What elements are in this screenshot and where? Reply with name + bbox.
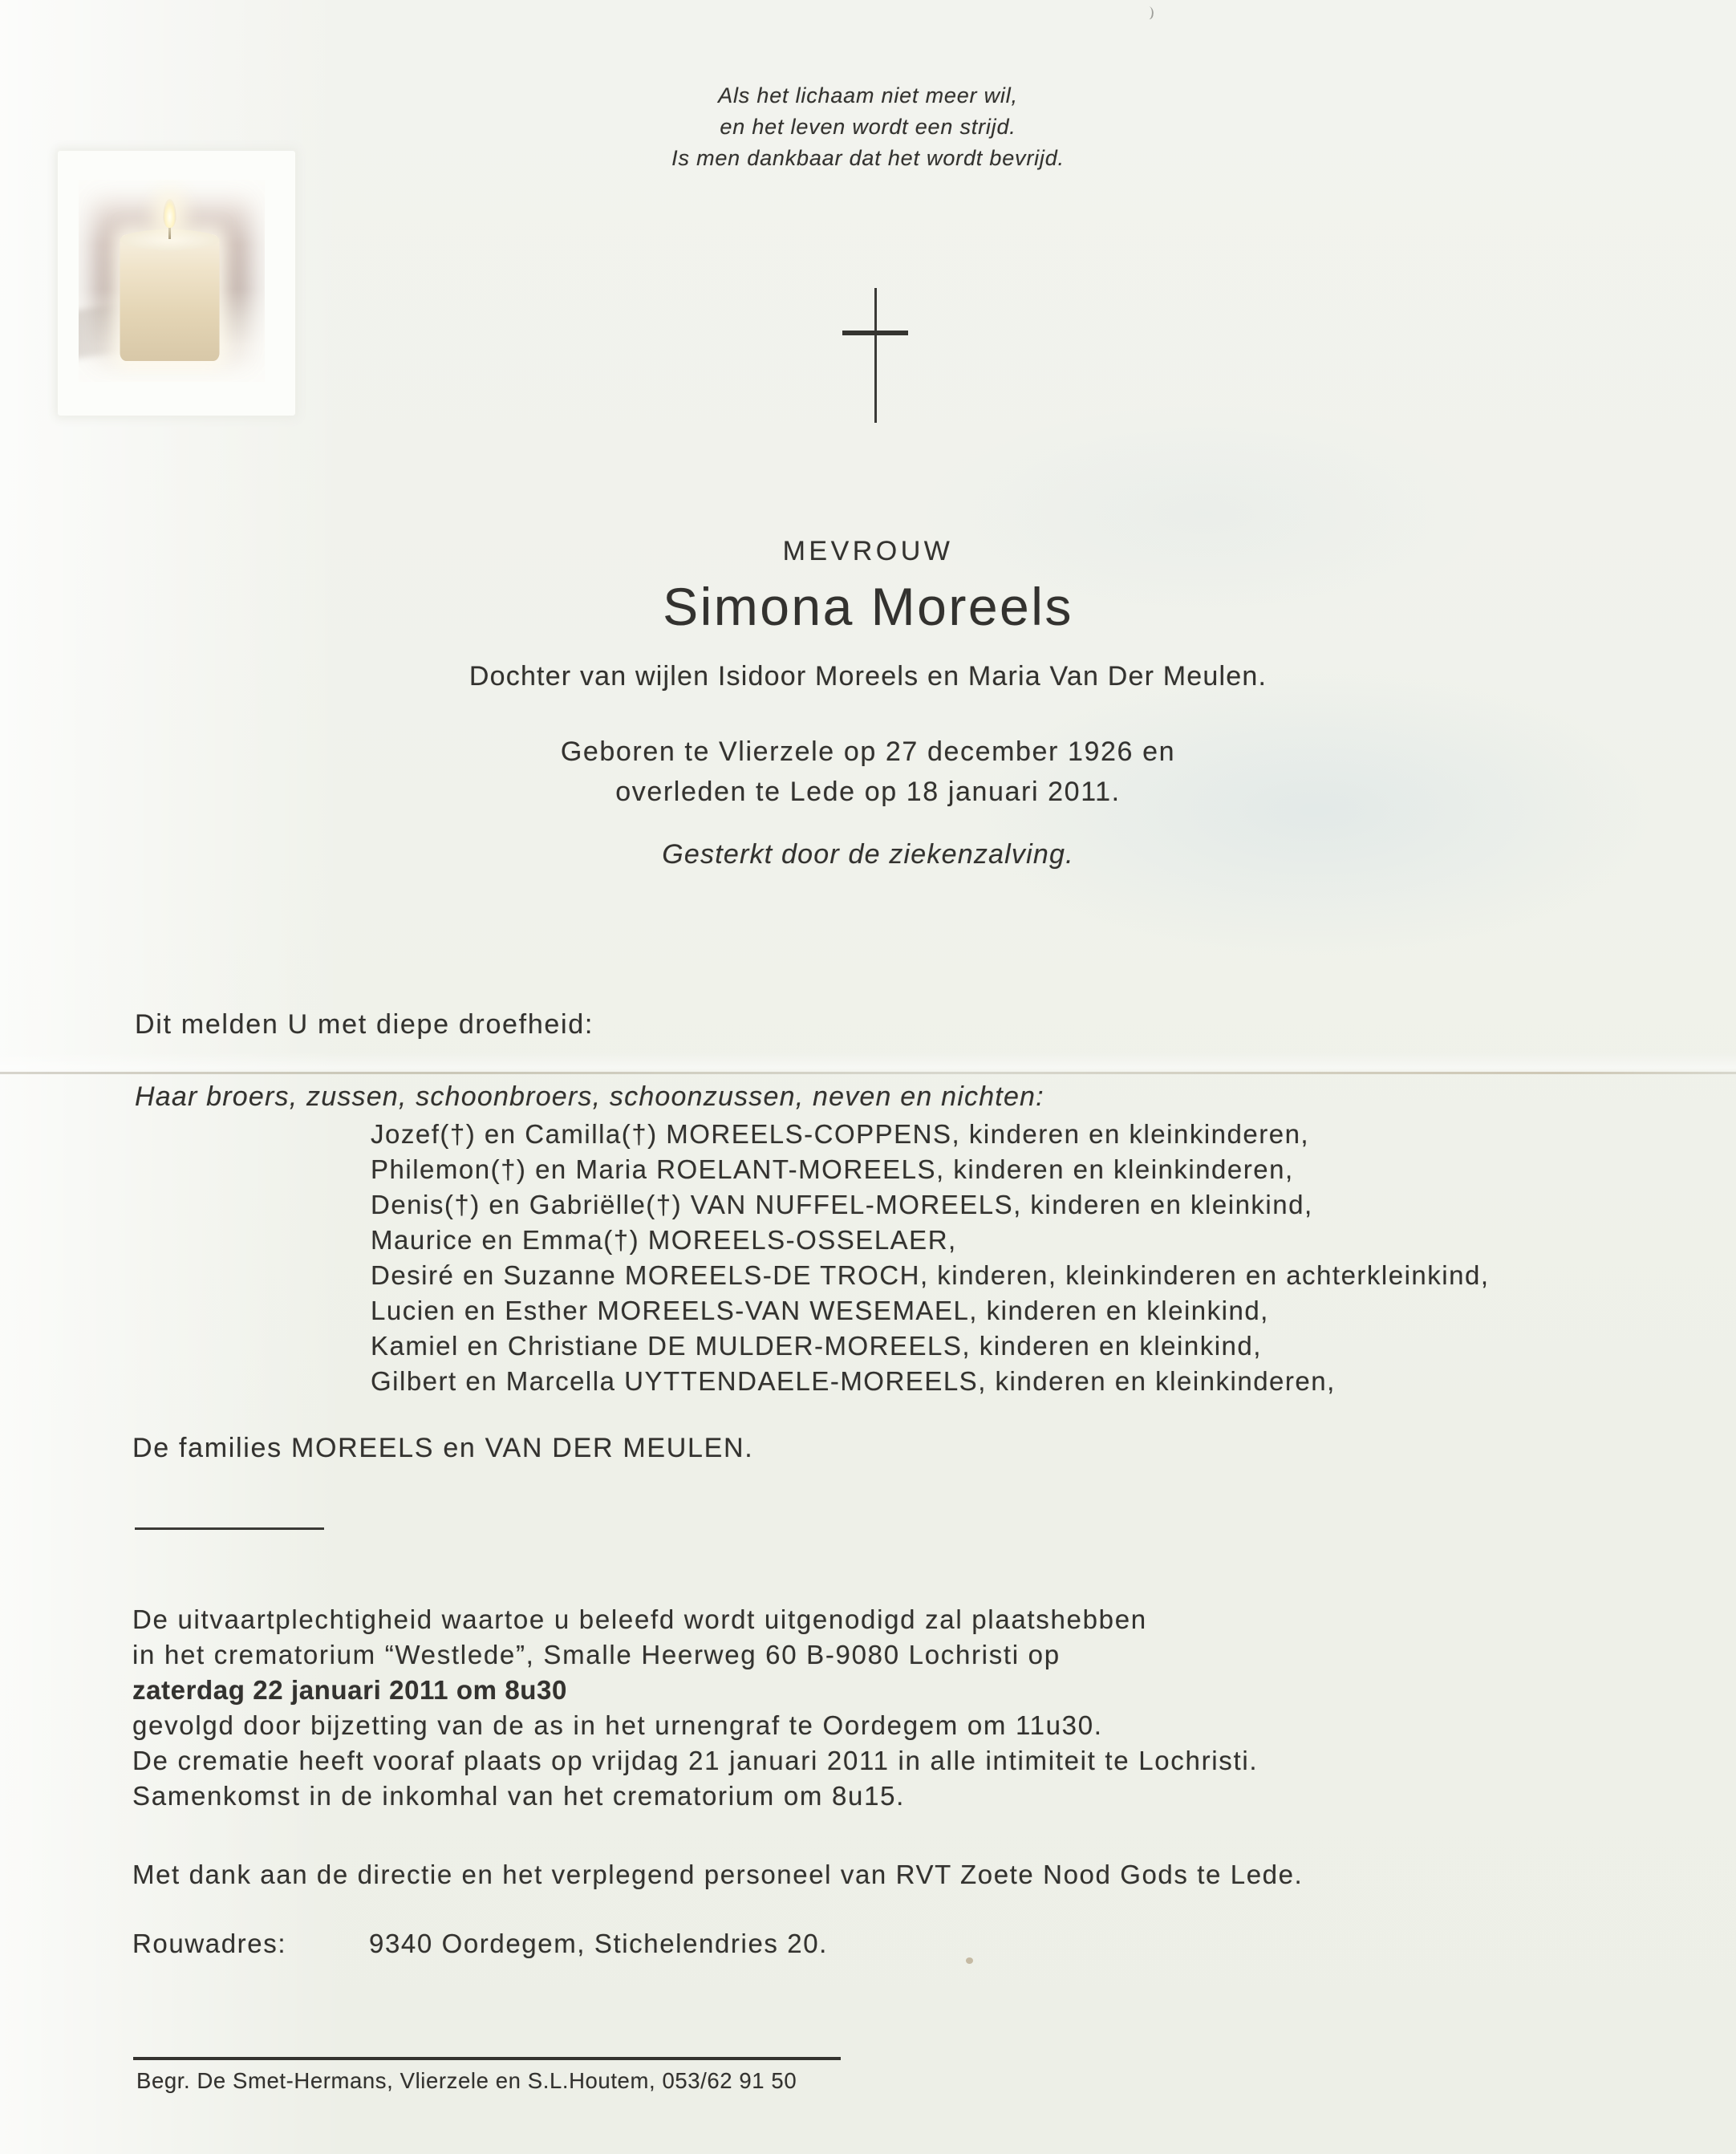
- funeral-details: [132, 1602, 1258, 1814]
- funeral-home-line: Begr. De Smet-Hermans, Vlierzele en S.L.Houtem, 053/62 91 50: [136, 2068, 797, 2093]
- lineage-line: Dochter van wijlen Isidoor Moreels en Maria Van Der Meulen.: [468, 661, 1268, 692]
- footer-divider: [133, 2057, 841, 2060]
- poem-line: en het leven wordt een strijd.: [720, 115, 1016, 139]
- fold-crease: [0, 1072, 1736, 1074]
- mourning-address-label: Rouwadres:: [132, 1929, 287, 1958]
- relative-row: Lucien en Esther MOREELS-VAN WESEMAEL, kinderen en kleinkind,: [371, 1296, 1269, 1325]
- death-line: overleden te Lede op 18 januari 2011.: [615, 777, 1121, 807]
- scan-speck: [1143, 6, 1154, 20]
- funeral-line: gevolgd door bijzetting van de as in het urnengraf te Oordegem om 11u30.: [132, 1710, 1103, 1740]
- relative-row: Philemon(†) en Maria ROELANT-MOREELS, kinderen en kleinkinderen,: [371, 1154, 1294, 1184]
- scan-speck: [966, 1957, 973, 1964]
- funeral-line: De crematie heeft vooraf plaats op vrijdag 21 januari 2011 in alle intimiteit te Lochristi.: [132, 1746, 1259, 1775]
- relatives-intro: Haar broers, zussen, schoonbroers, schoonzussen, neven en nichten:: [135, 1081, 1044, 1112]
- funeral-line: in het crematorium “Westlede”, Smalle Heerweg 60 B-9080 Lochristi op: [132, 1640, 1061, 1669]
- announcement-line: Dit melden U met diepe droefheid:: [135, 1009, 594, 1040]
- birth-death-lines: [0, 732, 1736, 812]
- relative-row: Denis(†) en Gabriëlle(†) VAN NUFFEL-MOREELS, kinderen en kleinkind,: [371, 1190, 1313, 1219]
- candle-icon: [120, 234, 220, 361]
- relative-row: Kamiel en Christiane DE MULDER-MOREELS, kinderen en kleinkind,: [371, 1331, 1262, 1361]
- separator-rule: [135, 1527, 324, 1530]
- relative-row: Jozef(†) en Camilla(†) MOREELS-COPPENS, kinderen en kleinkinderen,: [371, 1119, 1310, 1149]
- fold-crease-highlight: [0, 1053, 1736, 1072]
- relative-row: Gilbert en Marcella UYTTENDAELE-MOREELS, kinderen en kleinkinderen,: [371, 1366, 1336, 1396]
- candle-photo: [58, 151, 295, 416]
- relative-row: Maurice en Emma(†) MOREELS-OSSELAER,: [371, 1225, 957, 1255]
- cross-icon: [838, 285, 919, 429]
- funeral-date-line: zaterdag 22 januari 2011 om 8u30: [132, 1675, 567, 1705]
- sacrament-line: Gesterkt door de ziekenzalving.: [662, 839, 1074, 870]
- funeral-line: Samenkomst in de inkomhal van het crematorium om 8u15.: [132, 1781, 906, 1811]
- thanks-line: Met dank aan de directie en het verplegend personeel van RVT Zoete Nood Gods te Lede.: [132, 1860, 1304, 1889]
- birth-line: Geboren te Vlierzele op 27 december 1926 en: [560, 736, 1176, 767]
- poem-line: Is men dankbaar dat het wordt bevrijd.: [671, 146, 1065, 170]
- candle-flame-icon: [164, 199, 176, 228]
- candle-photo-image: [79, 180, 265, 382]
- salutation: MEVROUW: [782, 536, 954, 566]
- poem: [0, 80, 1736, 174]
- poem-line: Als het lichaam niet meer wil,: [718, 83, 1018, 107]
- funeral-line: De uitvaartplechtigheid waartoe u beleefd wordt uitgenodigd zal plaatshebben: [132, 1604, 1147, 1634]
- relative-row: Desiré en Suzanne MOREELS-DE TROCH, kinderen, kleinkinderen en achterkleinkind,: [371, 1260, 1490, 1290]
- relatives-list: [371, 1117, 1490, 1399]
- mourning-address-value: 9340 Oordegem, Stichelendries 20.: [369, 1929, 828, 1958]
- deceased-name: Simona Moreels: [663, 577, 1073, 636]
- families-line: De families MOREELS en VAN DER MEULEN.: [132, 1433, 754, 1463]
